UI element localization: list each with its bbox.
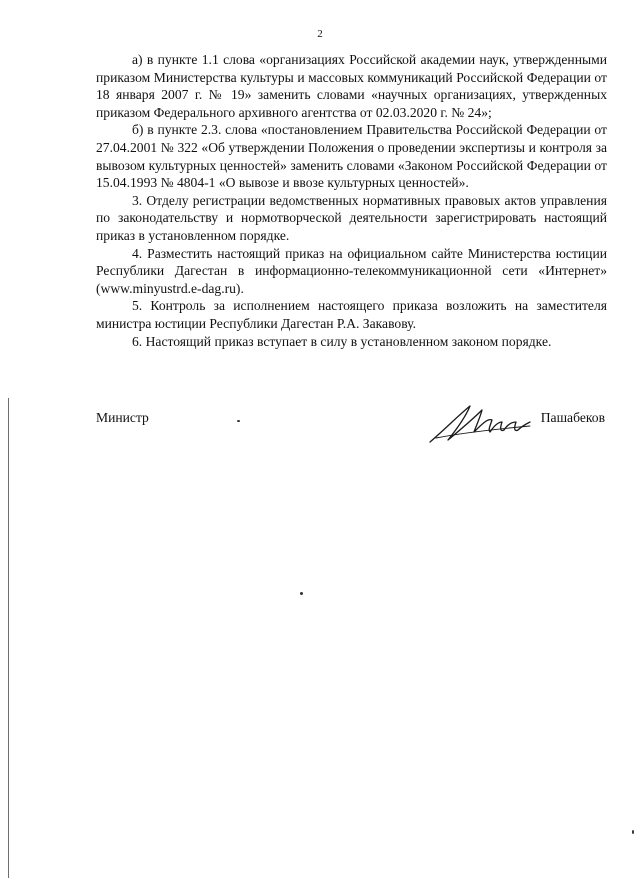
paragraph-item-b: б) в пункте 2.3. слова «постановлением Правительства Российской Федерации от 27.04.2001 № 322 «Об утверждении Положения о проведении экспертизы и контроля за вывозом культурных ценностей» заменить словами «Законом Российской Федерации от 15.04.1993 № 4804-1 «О вывозе и ввозе культурных ценностей». [96, 122, 607, 191]
paragraph-item-a: а) в пункте 1.1 слова «организациях Российской академии наук, утвержденными приказом Министерства культуры и массовых коммуникаций Российской Федерации от 18 января 2007 г. № 19» заменить словами «научных организациях, утвержденных приказом Федерального архивного агентства от 02.03.2020 г. № 24»; [96, 52, 607, 120]
paragraph-item-5: 5. Контроль за исполнением настоящего приказа возложить на заместителя министра юстиции Республики Дагестан Р.А. Закавову. [96, 298, 607, 331]
paragraph-item-6: 6. Настоящий приказ вступает в силу в установленном законом порядке. [132, 333, 552, 349]
signer-title: Министр [96, 410, 149, 425]
scan-speck [632, 830, 634, 834]
paragraph-item-3: 3. Отделу регистрации ведомственных нормативных правовых актов управления по законодательству и нормотворческой деятельности зарегистрировать настоящий приказ в установленном порядке. [96, 192, 607, 243]
signature-block [96, 406, 607, 446]
document-body [96, 51, 607, 350]
scan-speck [237, 420, 240, 422]
scan-edge-line [8, 398, 9, 878]
page-number: 2 [317, 28, 323, 40]
paragraph-item-4: 4. Разместить настоящий приказ на официальном сайте Министерства юстиции Республики Дагестан в информационно-телекоммуникационной сети «Интернет» (www.minyustrd.e-dag.ru). [96, 245, 607, 296]
handwritten-signature [426, 400, 536, 446]
scan-speck [300, 592, 303, 595]
signer-name: Пашабеков [540, 410, 605, 425]
